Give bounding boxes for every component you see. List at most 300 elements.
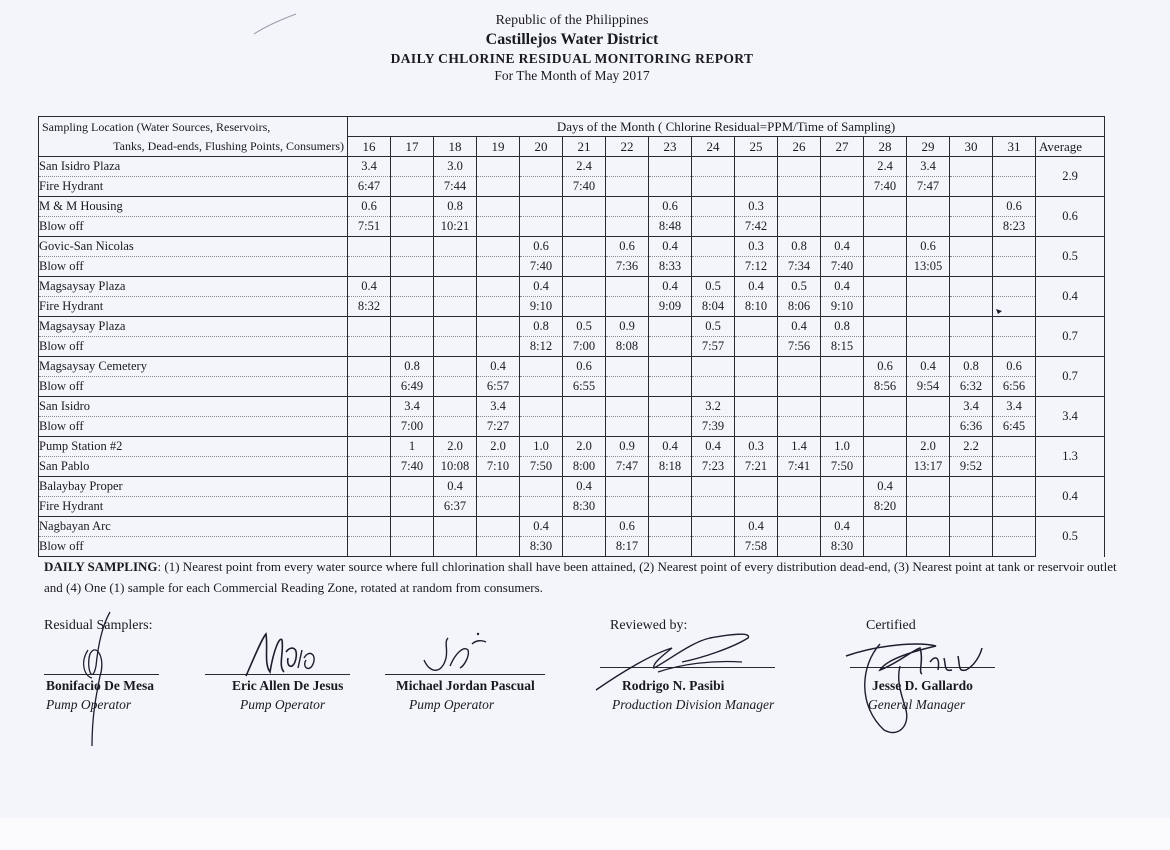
time-cell	[649, 537, 692, 557]
location-point-type: San Pablo	[39, 457, 348, 477]
location-name: Balaybay Proper	[39, 477, 348, 497]
day-column-header: 17	[391, 137, 434, 157]
ppm-cell: 1.0	[821, 437, 864, 457]
average-cell: 0.7	[1036, 317, 1105, 357]
time-cell	[864, 217, 907, 237]
location-ppm-row	[39, 157, 1105, 177]
ppm-cell	[477, 317, 520, 337]
ppm-cell: 0.4	[434, 477, 477, 497]
location-point-type: Blow off	[39, 217, 348, 237]
ppm-cell	[606, 157, 649, 177]
time-cell: 7:27	[477, 417, 520, 437]
ppm-cell	[649, 477, 692, 497]
ppm-cell	[348, 317, 391, 337]
ppm-cell: 2.0	[907, 437, 950, 457]
time-cell	[391, 497, 434, 517]
location-time-row	[39, 257, 1105, 277]
district-name: Castillejos Water District	[485, 31, 659, 48]
ppm-cell	[735, 357, 778, 377]
ppm-cell: 0.4	[735, 517, 778, 537]
location-name: San Isidro Plaza	[39, 157, 348, 177]
time-cell	[606, 177, 649, 197]
corner-pen-mark	[252, 12, 298, 38]
time-cell	[348, 457, 391, 477]
time-cell	[477, 217, 520, 237]
day-column-header: 31	[993, 137, 1036, 157]
time-cell: 7:34	[778, 257, 821, 277]
ppm-cell	[735, 157, 778, 177]
reviewed-by-label: Reviewed by:	[610, 618, 688, 633]
ppm-cell: 0.8	[434, 197, 477, 217]
time-cell	[778, 417, 821, 437]
report-period: For The Month of May 2017	[494, 68, 650, 83]
signatory-name-4: Rodrigo N. Pasibi	[622, 678, 725, 693]
day-column-header: 29	[907, 137, 950, 157]
location-name: Pump Station #2	[39, 437, 348, 457]
location-time-row	[39, 497, 1105, 517]
ppm-cell: 3.2	[692, 397, 735, 417]
average-cell: 0.5	[1036, 517, 1105, 557]
ppm-cell: 2.4	[563, 157, 606, 177]
signatory-title-1: Pump Operator	[46, 697, 132, 712]
location-name: Govic-San Nicolas	[39, 237, 348, 257]
day-column-header: 28	[864, 137, 907, 157]
time-cell: 13:05	[907, 257, 950, 277]
ppm-cell: 0.6	[520, 237, 563, 257]
ppm-cell: 0.5	[692, 317, 735, 337]
table-body	[39, 157, 1105, 557]
average-cell: 0.6	[1036, 197, 1105, 237]
time-cell	[692, 257, 735, 277]
ppm-cell: 0.4	[692, 437, 735, 457]
time-cell: 6:57	[477, 377, 520, 397]
day-column-header: 23	[649, 137, 692, 157]
location-name: San Isidro	[39, 397, 348, 417]
location-ppm-row	[39, 317, 1105, 337]
time-cell	[563, 217, 606, 237]
ppm-cell	[778, 397, 821, 417]
time-cell	[821, 377, 864, 397]
ppm-cell	[864, 317, 907, 337]
ppm-cell: 0.3	[735, 237, 778, 257]
ppm-cell	[993, 277, 1036, 297]
ppm-cell: 0.8	[778, 237, 821, 257]
location-time-row	[39, 377, 1105, 397]
time-cell	[778, 537, 821, 557]
ppm-cell	[864, 517, 907, 537]
time-cell	[649, 377, 692, 397]
time-cell: 8:33	[649, 257, 692, 277]
ppm-cell: 0.8	[391, 357, 434, 377]
time-cell: 7:00	[563, 337, 606, 357]
ppm-cell: 0.6	[606, 237, 649, 257]
time-cell	[778, 177, 821, 197]
time-cell: 10:08	[434, 457, 477, 477]
ppm-cell	[864, 397, 907, 417]
ppm-cell: 1.4	[778, 437, 821, 457]
ppm-cell	[778, 157, 821, 177]
time-cell: 7:57	[692, 337, 735, 357]
ppm-cell	[993, 317, 1036, 337]
ppm-cell	[821, 477, 864, 497]
ppm-cell: 0.6	[649, 197, 692, 217]
time-cell	[950, 257, 993, 277]
chlorine-residual-table	[38, 116, 1105, 557]
time-cell	[950, 297, 993, 317]
location-point-type: Blow off	[39, 537, 348, 557]
signature-bonifacio	[62, 606, 122, 756]
time-cell: 7:39	[692, 417, 735, 437]
ppm-cell	[348, 237, 391, 257]
time-cell: 7:40	[520, 257, 563, 277]
ppm-cell: 2.4	[864, 157, 907, 177]
time-cell: 8:17	[606, 537, 649, 557]
time-cell: 8:48	[649, 217, 692, 237]
ppm-cell	[606, 477, 649, 497]
location-time-row	[39, 297, 1105, 317]
ppm-cell: 0.6	[348, 197, 391, 217]
ppm-cell	[735, 317, 778, 337]
time-cell: 8:20	[864, 497, 907, 517]
time-cell: 7:44	[434, 177, 477, 197]
ppm-cell: 0.4	[864, 477, 907, 497]
time-cell	[477, 537, 520, 557]
days-of-month-header: Days of the Month ( Chlorine Residual=PPM/Time of Sampling)	[348, 117, 1105, 137]
day-column-header: 18	[434, 137, 477, 157]
location-time-row	[39, 537, 1105, 557]
ppm-cell	[778, 477, 821, 497]
location-time-row	[39, 337, 1105, 357]
note-text: : (1) Nearest point from every water source where full chlorination shall have been attained, (2) Nearest point of every distribution dead-end, (3) Nearest point at tank or reservoir outlet and (4) One (1) sample for each Commercial Reading Zone, rotated at random from consumers.	[44, 559, 1117, 595]
time-cell	[348, 337, 391, 357]
ppm-cell	[520, 357, 563, 377]
time-cell	[477, 297, 520, 317]
time-cell: 8:15	[821, 337, 864, 357]
ppm-cell	[477, 237, 520, 257]
location-point-type: Fire Hydrant	[39, 177, 348, 197]
ppm-cell: 3.4	[477, 397, 520, 417]
ppm-cell	[606, 277, 649, 297]
time-cell	[864, 337, 907, 357]
time-cell	[907, 217, 950, 237]
ppm-cell	[391, 317, 434, 337]
location-name: Magsaysay Plaza	[39, 277, 348, 297]
time-cell: 7:50	[821, 457, 864, 477]
time-cell	[864, 457, 907, 477]
ppm-cell	[391, 197, 434, 217]
location-header-line1: Sampling Location (Water Sources, Reservoirs,	[42, 119, 271, 134]
time-cell	[391, 337, 434, 357]
ppm-cell	[348, 477, 391, 497]
time-cell	[520, 497, 563, 517]
ppm-cell: 0.8	[950, 357, 993, 377]
average-cell: 1.3	[1036, 437, 1105, 477]
time-cell	[692, 377, 735, 397]
ppm-cell: 0.9	[606, 437, 649, 457]
location-ppm-row	[39, 277, 1105, 297]
ppm-cell	[778, 357, 821, 377]
time-cell	[520, 177, 563, 197]
time-cell: 7:23	[692, 457, 735, 477]
time-cell: 9:52	[950, 457, 993, 477]
ppm-cell: 1	[391, 437, 434, 457]
location-point-type: Blow off	[39, 257, 348, 277]
ppm-cell: 0.8	[821, 317, 864, 337]
location-name: Magsaysay Plaza	[39, 317, 348, 337]
time-cell	[606, 377, 649, 397]
time-cell	[735, 417, 778, 437]
ppm-cell	[950, 197, 993, 217]
ppm-cell: 0.4	[649, 277, 692, 297]
location-point-type: Fire Hydrant	[39, 497, 348, 517]
time-cell: 8:56	[864, 377, 907, 397]
signature-michael	[420, 630, 490, 680]
time-cell: 6:45	[993, 417, 1036, 437]
time-cell	[735, 377, 778, 397]
time-cell: 7:56	[778, 337, 821, 357]
time-cell	[348, 537, 391, 557]
location-ppm-row	[39, 437, 1105, 457]
time-cell: 8:18	[649, 457, 692, 477]
ppm-cell	[864, 197, 907, 217]
time-cell	[348, 377, 391, 397]
ppm-cell: 0.4	[563, 477, 606, 497]
ppm-cell: 0.4	[520, 277, 563, 297]
time-cell: 7:40	[821, 257, 864, 277]
ppm-cell	[993, 517, 1036, 537]
signature-eric	[240, 628, 320, 684]
time-cell: 6:56	[993, 377, 1036, 397]
ppm-cell	[477, 197, 520, 217]
time-cell	[563, 537, 606, 557]
time-cell	[348, 417, 391, 437]
ppm-cell	[778, 197, 821, 217]
time-cell: 13:17	[907, 457, 950, 477]
ppm-cell: 0.5	[778, 277, 821, 297]
ppm-cell	[950, 317, 993, 337]
time-cell	[993, 537, 1036, 557]
time-cell: 9:54	[907, 377, 950, 397]
day-column-header: 30	[950, 137, 993, 157]
time-cell: 6:55	[563, 377, 606, 397]
ppm-cell: 2.0	[434, 437, 477, 457]
ppm-cell	[993, 237, 1036, 257]
ppm-cell: 0.4	[821, 517, 864, 537]
time-cell	[950, 217, 993, 237]
time-cell	[692, 537, 735, 557]
ppm-cell	[821, 197, 864, 217]
time-cell	[477, 177, 520, 197]
ppm-cell	[391, 477, 434, 497]
ppm-cell	[821, 397, 864, 417]
ppm-cell	[950, 157, 993, 177]
time-cell	[391, 297, 434, 317]
ppm-cell: 0.5	[563, 317, 606, 337]
report-header	[0, 12, 1144, 85]
time-cell: 8:08	[606, 337, 649, 357]
signatory-name-2: Eric Allen De Jesus	[232, 678, 344, 693]
ppm-cell	[649, 317, 692, 337]
time-cell	[434, 337, 477, 357]
ppm-cell	[692, 237, 735, 257]
ppm-cell	[520, 197, 563, 217]
time-cell	[993, 257, 1036, 277]
ppm-cell	[477, 157, 520, 177]
ppm-cell	[348, 517, 391, 537]
ppm-cell: 3.4	[348, 157, 391, 177]
ppm-cell	[391, 237, 434, 257]
ppm-cell: 0.4	[778, 317, 821, 337]
time-cell: 8:10	[735, 297, 778, 317]
time-cell	[606, 217, 649, 237]
location-ppm-row	[39, 477, 1105, 497]
signatory-title-4: Production Division Manager	[612, 697, 775, 712]
time-cell	[692, 177, 735, 197]
ppm-cell	[649, 157, 692, 177]
time-cell: 7:00	[391, 417, 434, 437]
time-cell: 7:42	[735, 217, 778, 237]
ppm-cell: 3.4	[950, 397, 993, 417]
time-cell	[778, 217, 821, 237]
residual-samplers-label: Residual Samplers:	[44, 618, 153, 633]
time-cell: 7:40	[563, 177, 606, 197]
ppm-cell: 0.4	[520, 517, 563, 537]
time-cell	[563, 417, 606, 437]
average-cell: 0.4	[1036, 477, 1105, 517]
time-cell: 6:32	[950, 377, 993, 397]
time-cell	[348, 497, 391, 517]
time-cell	[391, 217, 434, 237]
time-cell: 8:30	[563, 497, 606, 517]
ppm-cell: 3.4	[993, 397, 1036, 417]
time-cell: 7:40	[391, 457, 434, 477]
location-ppm-row	[39, 357, 1105, 377]
ppm-cell	[993, 157, 1036, 177]
time-cell: 7:41	[778, 457, 821, 477]
ppm-cell	[606, 397, 649, 417]
time-cell	[864, 417, 907, 437]
time-cell	[907, 297, 950, 317]
location-header-line2: Tanks, Dead-ends, Flushing Points, Consumers)	[113, 138, 344, 153]
ppm-cell	[864, 277, 907, 297]
time-cell: 7:58	[735, 537, 778, 557]
time-cell	[907, 537, 950, 557]
average-cell: 0.5	[1036, 237, 1105, 277]
scan-border	[0, 818, 1170, 850]
ppm-cell: 0.6	[563, 357, 606, 377]
ppm-cell: 2.0	[563, 437, 606, 457]
time-cell	[907, 417, 950, 437]
time-cell: 7:50	[520, 457, 563, 477]
time-cell: 8:06	[778, 297, 821, 317]
ppm-cell	[692, 477, 735, 497]
ppm-cell	[907, 277, 950, 297]
day-column-header: 21	[563, 137, 606, 157]
ink-dot-mark	[994, 306, 1004, 316]
location-ppm-row	[39, 517, 1105, 537]
time-cell	[606, 417, 649, 437]
location-time-row	[39, 417, 1105, 437]
ppm-cell	[907, 197, 950, 217]
ppm-cell	[477, 277, 520, 297]
ppm-cell: 0.9	[606, 317, 649, 337]
average-cell: 0.7	[1036, 357, 1105, 397]
signatory-name-5: Jesse D. Gallardo	[872, 678, 973, 693]
ppm-cell	[950, 237, 993, 257]
time-cell	[391, 257, 434, 277]
time-cell	[477, 257, 520, 277]
time-cell	[563, 297, 606, 317]
location-name: M & M Housing	[39, 197, 348, 217]
day-column-header: 19	[477, 137, 520, 157]
ppm-cell: 0.4	[348, 277, 391, 297]
ppm-cell: 3.0	[434, 157, 477, 177]
ppm-cell: 0.4	[821, 277, 864, 297]
ppm-cell: 0.3	[735, 197, 778, 217]
signatory-name-1: Bonifacio De Mesa	[46, 678, 154, 693]
time-cell	[520, 377, 563, 397]
average-cell: 3.4	[1036, 397, 1105, 437]
signatory-name-3: Michael Jordan Pascual	[396, 678, 535, 693]
time-cell	[993, 337, 1036, 357]
ppm-cell: 0.4	[649, 237, 692, 257]
ppm-cell	[950, 517, 993, 537]
ppm-cell	[434, 397, 477, 417]
time-cell	[692, 217, 735, 237]
time-cell	[821, 497, 864, 517]
location-time-row	[39, 457, 1105, 477]
time-cell	[649, 497, 692, 517]
ppm-cell: 0.4	[821, 237, 864, 257]
time-cell: 9:10	[821, 297, 864, 317]
republic-line: Republic of the Philippines	[495, 13, 649, 28]
time-cell	[907, 497, 950, 517]
ppm-cell	[391, 157, 434, 177]
ppm-cell: 0.4	[649, 437, 692, 457]
time-cell: 7:36	[606, 257, 649, 277]
time-cell: 7:47	[606, 457, 649, 477]
location-column-header	[39, 117, 348, 157]
ppm-cell: 3.4	[907, 157, 950, 177]
time-cell	[692, 497, 735, 517]
ppm-cell	[434, 277, 477, 297]
daily-sampling-note	[44, 556, 1124, 598]
time-cell	[993, 497, 1036, 517]
ppm-cell	[864, 437, 907, 457]
average-cell: 0.4	[1036, 277, 1105, 317]
day-column-header: 27	[821, 137, 864, 157]
ppm-cell: 0.8	[520, 317, 563, 337]
report-title: DAILY CHLORINE RESIDUAL MONITORING REPORT	[390, 51, 754, 66]
time-cell	[778, 497, 821, 517]
time-cell: 7:21	[735, 457, 778, 477]
time-cell	[864, 297, 907, 317]
ppm-cell	[735, 477, 778, 497]
time-cell: 8:30	[520, 537, 563, 557]
time-cell: 9:09	[649, 297, 692, 317]
signature-rodrigo	[592, 628, 782, 694]
ppm-cell	[778, 517, 821, 537]
time-cell	[434, 377, 477, 397]
ppm-cell	[434, 237, 477, 257]
ppm-cell	[434, 357, 477, 377]
ppm-cell	[563, 397, 606, 417]
time-cell	[520, 217, 563, 237]
day-column-header: 26	[778, 137, 821, 157]
time-cell	[649, 417, 692, 437]
ppm-cell	[563, 517, 606, 537]
ppm-cell	[993, 477, 1036, 497]
